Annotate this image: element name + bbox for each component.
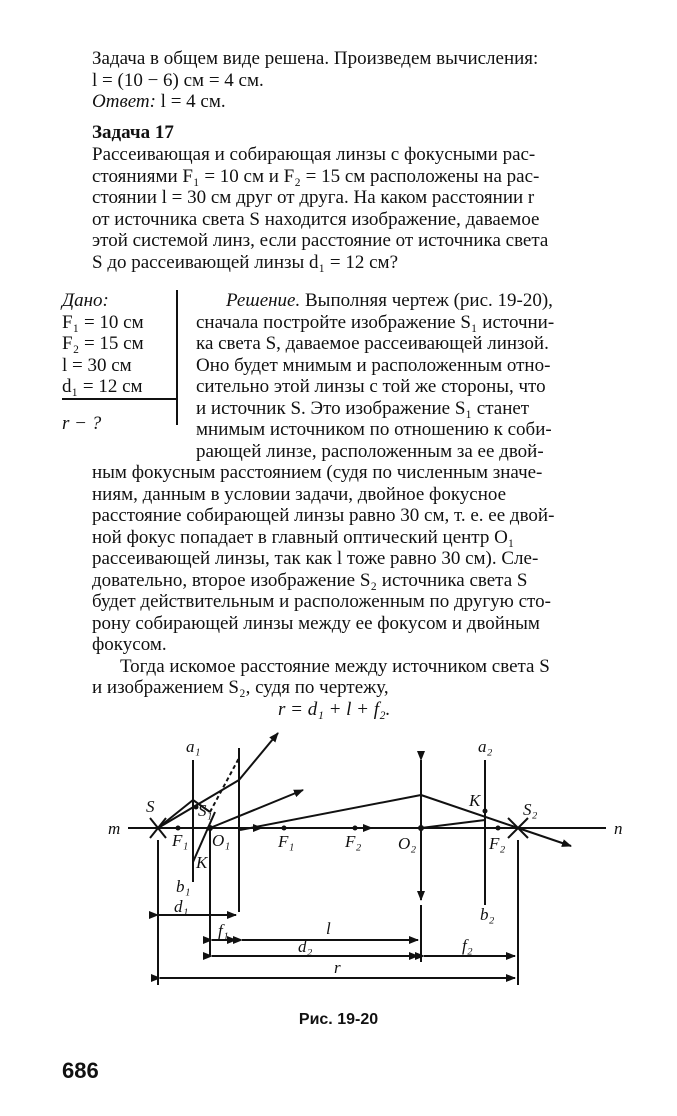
solution-line: ка света S, даваемое рассеивающей линзой. xyxy=(196,333,549,354)
solution-line: фокусом. xyxy=(92,634,167,655)
solution-line: и источник S. Это изображение S₁ станет xyxy=(196,397,530,419)
task-line: Рассеивающая и собирающая линзы с фокусными рас- xyxy=(92,144,536,165)
formula: r = d₁ + l + f₂. xyxy=(278,698,391,720)
given-item: F₂ = 15 см xyxy=(62,333,144,354)
label-S: S xyxy=(146,797,155,816)
label-d1: d₁ xyxy=(174,897,189,916)
solution-first-rest: Выполняя чертеж (рис. 19-20), xyxy=(300,290,553,311)
given-item: d₁ = 12 см xyxy=(62,376,143,397)
solution-line: мнимым источником по отношению к соби- xyxy=(196,419,552,440)
ray xyxy=(421,820,485,828)
task-line: стояниями F₁ = 10 см и F₂ = 15 см расположены на рас- xyxy=(92,165,540,187)
solution-line: рону собирающей линзы между ее фокусом и двойным xyxy=(92,612,540,634)
solution-full xyxy=(92,462,640,720)
label-O1: O₁ xyxy=(212,831,231,850)
label-m: m xyxy=(108,819,121,838)
label-O2: O₂ xyxy=(398,834,417,853)
solution-line: сительно этой линзы с той же стороны, что xyxy=(196,376,546,397)
figure-caption: Рис. 19-20 xyxy=(298,1011,379,1028)
point-F2-right xyxy=(496,826,501,831)
solution-line: рающей линзе, расположенным за ее двой- xyxy=(196,440,544,462)
ray-dashed xyxy=(210,758,239,812)
task-line: этой системой линз, если расстояние от источника света xyxy=(92,230,549,251)
ray xyxy=(158,800,193,828)
label-r: r xyxy=(334,958,341,977)
solution-line: расстояние собирающей линзы равно 30 см, т. е. ее двой- xyxy=(92,505,555,526)
task-line: S до рассеивающей линзы d₁ = 12 см? xyxy=(92,251,399,273)
label-b1: b₁ xyxy=(176,877,191,896)
label-b2: b₂ xyxy=(480,905,495,924)
point-F1-right xyxy=(282,826,287,831)
answer-value: l = 4 см. xyxy=(155,91,226,112)
solution-label: Решение. xyxy=(226,290,301,311)
label-a1: a₁ xyxy=(186,737,201,756)
solution-line: довательно, второе изображение S₂ источника света S xyxy=(92,569,528,591)
ray xyxy=(210,790,303,828)
label-F1-right: F₁ xyxy=(278,832,295,851)
given-divider xyxy=(62,398,176,400)
solution-line: рассеивающей линзы, так как l тоже равно 30 см). Сле- xyxy=(92,548,539,569)
label-F2-left: F₂ xyxy=(345,832,362,851)
ray xyxy=(240,795,421,830)
task-statement xyxy=(92,144,640,273)
label-S1: S₁ xyxy=(198,801,213,820)
label-d2: d₂ xyxy=(298,937,313,956)
label-l: l xyxy=(326,919,331,938)
solution-line: сначала постройте изображение S₁ источни- xyxy=(196,311,555,333)
task-heading: Задача 17 xyxy=(92,122,174,143)
label-K-left: K xyxy=(196,853,208,872)
point-O2 xyxy=(418,825,424,831)
solution-line: Оно будет мнимым и расположенным отно- xyxy=(196,354,551,376)
solution-line: ной фокус попадает в главный оптический центр O₁ xyxy=(92,526,515,548)
label-f1: f₁ xyxy=(218,921,229,940)
point-F1-left xyxy=(176,826,181,831)
optics-diagram xyxy=(0,700,677,1000)
label-K-right: K xyxy=(469,791,481,810)
label-f2: f₂ xyxy=(462,936,473,955)
page-number: 686 xyxy=(62,1058,99,1083)
solution-line: и изображением S₂, судя по чертежу, xyxy=(92,677,389,698)
solution-line: ным фокусным расстоянием (судя по численным значе- xyxy=(92,462,543,483)
given-block xyxy=(62,290,174,398)
solution-line: ниям, данным в условии задачи, двойное фокусное xyxy=(92,483,507,505)
task-line: стоянии l = 30 см друг от друга. На каком расстоянии r xyxy=(92,187,535,208)
answer-label: Ответ: xyxy=(92,91,156,112)
label-a2: a₂ xyxy=(478,737,493,756)
solution-first-line xyxy=(196,290,640,312)
point-K-right xyxy=(483,809,488,814)
given-label: Дано: xyxy=(62,290,109,311)
point-F2-left xyxy=(353,826,358,831)
solution-line: Тогда искомое расстояние между источником света S xyxy=(120,655,550,677)
label-F2-right: F₂ xyxy=(489,834,506,853)
ray xyxy=(239,733,278,780)
solution-side xyxy=(196,290,640,462)
given-item: F₁ = 10 см xyxy=(62,311,144,333)
find-value: r − ? xyxy=(62,413,102,434)
solution-line: будет действительным и расположенным по другую сто- xyxy=(92,591,551,612)
intro-block xyxy=(92,48,640,113)
label-F1-left: F₁ xyxy=(172,831,189,850)
intro-line-1: Задача в общем виде решена. Произведем вычисления: xyxy=(92,48,539,69)
label-n: n xyxy=(614,819,623,838)
answer-line xyxy=(92,91,640,113)
intro-line-2: l = (10 − 6) см = 4 см. xyxy=(92,69,264,91)
given-separator xyxy=(176,290,178,425)
task-line: от источника света S находится изображение, даваемое xyxy=(92,208,540,230)
label-S2: S₂ xyxy=(523,800,538,819)
given-item: l = 30 см xyxy=(62,354,132,376)
